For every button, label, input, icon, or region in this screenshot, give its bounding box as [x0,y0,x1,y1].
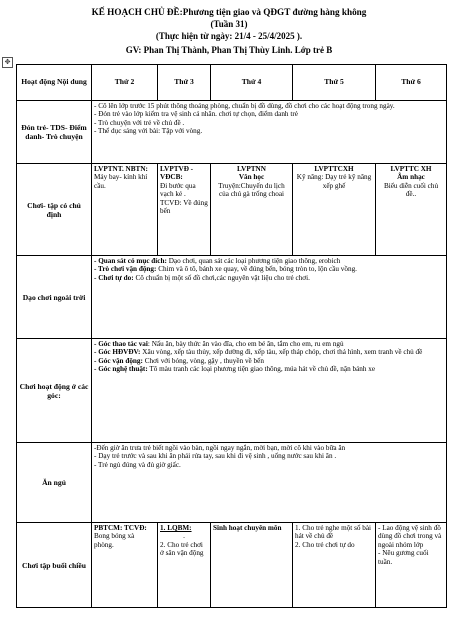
learn-thu-head: LVPTTCXH [314,165,354,173]
title-prefix: KẾ HOẠCH CHỦ ĐỀ: [91,7,183,17]
header-day-mon: Thứ 2 [92,65,158,101]
table-row [17,339,447,443]
header-activity: Hoạt động Nội dung [17,65,92,101]
header-day-wed: Thứ 4 [211,65,293,101]
header-day-tue: Thứ 3 [158,65,211,101]
corners-line [94,357,444,365]
morning-line: - Cô lên lớp trước 15 phút thông thoáng phòng, chuẩn bị đồ dùng, đồ chơi cho các hoạt động trong ngày. [94,102,395,110]
morning-line: - Đón trẻ vào lớp kiểm tra vệ sinh cá nhân. chơi tự chọn, điểm danh trẻ [94,110,298,119]
table-row [17,256,447,339]
nap-content [92,443,447,523]
corners-role-head: - Góc thao tác vai [94,340,148,348]
outdoor-obs-head: - Quan sát có mục đích: [94,257,167,265]
learn-mon [92,164,158,256]
afternoon-fri [376,523,447,608]
nap-line: - Trẻ ngủ đúng và đủ giờ giấc. [94,460,181,469]
afternoon-fri-l2: - Nêu gương cuối tuần. [378,549,429,566]
outdoor-obs-body: Dạo chơi, quan sát các loại phương tiện giao thông, erobich [166,257,341,265]
corners-motor-head: - Góc vận động: [94,356,143,365]
header-day-thu: Thứ 5 [293,65,376,101]
learn-fri-sub: Âm nhạc [397,173,425,182]
corners-line [94,348,444,356]
corners-motor-body: Chơi với bóng, vòng, gậy , thuyền về bến [142,356,264,365]
afternoon-mon [92,523,158,608]
learn-thu [293,164,376,256]
corners-line [94,340,444,348]
learn-tue-extra: TCVĐ: Về đúng bến [160,198,208,216]
morning-content [92,101,447,164]
afternoon-thu-l1: 1. Cho trẻ nghe một số bài hát về chủ đề [295,524,372,541]
corners-build-head: - Góc HĐVĐV: [94,348,141,357]
learn-fri-head: LVPTTC XH [390,165,432,173]
outdoor-free-head: - Chơi tự do: [94,273,134,282]
nap-line: -Đến giờ ăn trưa trẻ biết ngồi vào bàn, ngồi ngay ngắn, mời bạn, mời cô khi vào bữa ăn [94,444,346,452]
week-label: (Tuần 31) [210,19,248,29]
row-label-learn: Chơi- tập có chủ định [17,164,92,256]
learn-fri-body: Biểu diễn cuối chủ đề.. [383,181,439,199]
morning-line: - Thể dục sáng với bài: Tập với vòng. [94,127,203,136]
learn-wed-sub: Văn học [238,173,265,182]
afternoon-tue-l1: 1. LQBM: [160,524,192,532]
afternoon-mon-head: PBTCM: TCVĐ: [94,524,147,532]
row-label-corners: Chơi hoạt động ở các góc: [17,339,92,443]
learn-wed [211,164,293,256]
table-row [17,443,447,523]
schedule-table [16,64,447,608]
afternoon-tue-dot: . [183,532,185,541]
afternoon-thu-l2: 2. Cho trẻ chơi tự do [295,540,355,549]
outdoor-line [94,257,444,265]
afternoon-tue-l2: 2. Cho trẻ chơi ở sân vận động [160,540,204,558]
row-label-afternoon: Chơi tập buổi chiều [17,523,92,608]
teacher-label: GV: Phan Thị Thành, Phan Thị Thùy Linh. Lớp trẻ B [125,45,333,55]
learn-wed-body: Truyện:Chuyến du lịch của chú gà trống choai [218,181,285,199]
outdoor-content [92,256,447,339]
corners-line [94,365,444,373]
row-label-morning: Đón trẻ- TDS- Điểm danh- Trò chuyện [17,101,92,164]
outdoor-free-body: Cô chuẩn bị một số đồ chơi,các nguyên vật liệu cho trẻ chơi. [133,273,310,282]
afternoon-wed-head: Sinh hoạt chuyên môn [213,524,282,532]
morning-line: - Trò chuyện với trẻ về chủ đề . [94,118,185,127]
learn-tue-body: Đi bước qua vạch kẻ . [160,181,196,199]
afternoon-fri-l1: - Lao động vệ sinh đồ dùng đồ chơi trong và ngoài nhóm lớp [378,524,442,549]
corners-content [92,339,447,443]
table-row [17,164,447,256]
corners-role-body: : Nấu ăn, bày thức ăn vào đĩa, cho em bé ăn, tắm cho em, ru em ngủ [147,340,344,348]
learn-mon-body: Máy bay- kính khí cầu. [94,173,148,190]
outdoor-game-head: - Trò chơi vận động: [94,265,157,274]
learn-wed-head: LVPTNN [237,165,266,173]
learn-tue [158,164,211,256]
table-row [17,523,447,608]
page-title [0,7,458,17]
learn-tue-head: LVPTVĐ -VĐCB: [160,165,194,182]
learn-mon-head: LVPTNT. NBTN: [94,165,148,173]
corners-art-head: - Góc nghệ thuật: [94,365,148,374]
table-header-row [17,65,447,101]
afternoon-tue [158,523,211,608]
outdoor-line [94,274,444,282]
table-row [17,101,447,164]
learn-fri [376,164,447,256]
afternoon-thu [293,523,376,608]
afternoon-mon-body: Bong bóng xà phòng. [94,532,135,549]
row-label-outdoor: Dạo chơi ngoài trời [17,256,92,339]
afternoon-wed [211,523,293,608]
nap-line: - Dạy trẻ trước và sau khi ăn phải rửa tay, sau khi đi vệ sinh , uống nước sau khi ăn . [94,452,337,461]
table-move-handle-icon[interactable]: ✥ [2,57,13,68]
period-label: (Thực hiện từ ngày: 21/4 - 25/4/2025 ). [155,31,303,41]
outdoor-game-body: Chim và ô tô, bánh xe quay, về đúng bến, bóng tròn to, lộn cầu vồng. [156,265,357,274]
header-day-fri: Thứ 6 [376,65,447,101]
learn-thu-body: Kỹ năng: Dạy trẻ kỹ năng xếp ghế [296,173,372,190]
title-topic: Phương tiện giao và QĐGT đường hàng không [182,7,367,17]
row-label-nap: Ăn ngủ [17,443,92,523]
corners-art-body: Tô màu tranh các loại phương tiện giao thông, múa hát về chủ đề, nặn bánh xe [147,365,376,374]
outdoor-line [94,265,444,273]
corners-build-body: Xâu vòng, xếp tàu thủy, xếp đường đi, xếp tàu, xếp tháp chóp, chơi thả hình, xem tranh về chủ đề [140,348,423,357]
